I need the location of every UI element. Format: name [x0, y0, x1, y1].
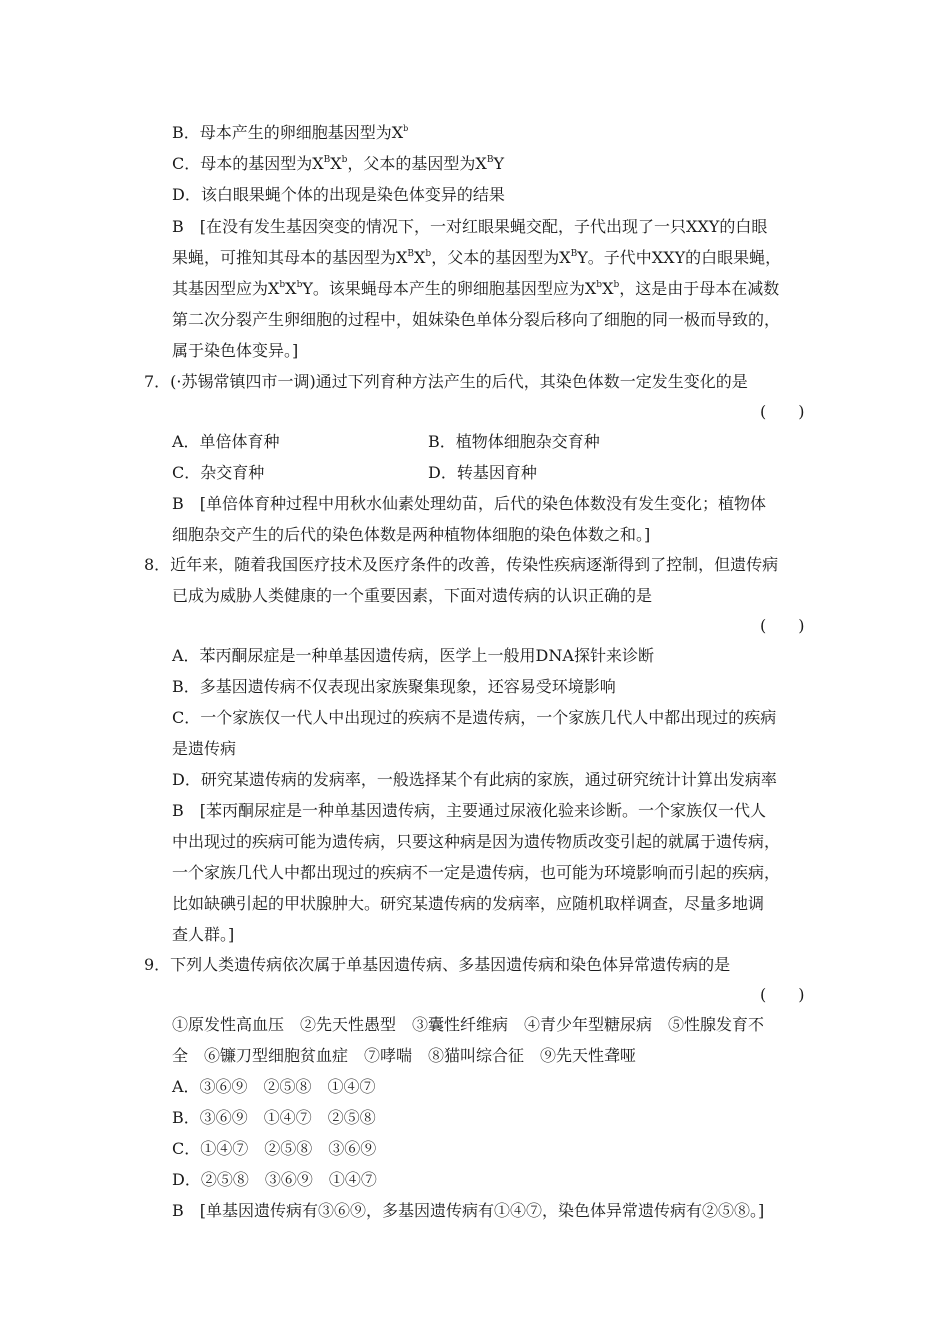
q9-items: 全 ⑥镰刀型细胞贫血症 ⑦哮喘 ⑧猫叫综合征 ⑨先天性聋哑	[172, 1046, 637, 1065]
q6-option-c: C．母本的基因型为$X^BX^b$，父本的基因型为$X^BY$	[172, 154, 505, 173]
q9-option-b: B．③⑥⑨ ①④⑦ ②⑤⑧	[172, 1108, 376, 1127]
q8-answer-line: B [苯丙酮尿症是一种单基因遗传病，主要通过尿液化验来诊断。一个家族仅一代人	[172, 801, 767, 820]
q6-answer-line: 果蝇，可推知其母本的基因型为$X^BX^b$，父本的基因型为$X^BY$。子代中XXY的白眼果蝇，	[172, 248, 782, 267]
q7-answer-line: 细胞杂交产生的后代的染色体数是两种植物体细胞的染色体数之和。]	[172, 525, 651, 544]
q8-answer-line: 中出现过的疾病可能为遗传病，只要这种病是因为遗传物质改变引起的就属于遗传病，	[172, 832, 781, 851]
q8-answer-line: 查人群。]	[172, 925, 235, 944]
q6-answer-line: 第二次分裂产生卵细胞的过程中，姐妹染色单体分裂后移向了细胞的同一极而导致的，	[172, 310, 781, 329]
q8-stem: 已成为威胁人类健康的一个重要因素，下面对遗传病的认识正确的是	[172, 586, 653, 605]
q7-option-c: C．杂交育种	[172, 463, 265, 482]
q8-answer-line: 比如缺碘引起的甲状腺肿大。研究某遗传病的发病率，应随机取样调查，尽量多地调	[172, 894, 765, 913]
q6-answer-line: 属于染色体变异。]	[172, 341, 299, 360]
q9-answer-paren: ( )	[760, 985, 805, 1004]
q6-option-b: B．母本产生的卵细胞基因型为$X^b$	[172, 123, 409, 142]
q9-option-a: A．③⑥⑨ ②⑤⑧ ①④⑦	[172, 1077, 376, 1096]
q8-option-c: C．一个家族仅一代人中出现过的疾病不是遗传病，一个家族几代人中都出现过的疾病	[172, 708, 777, 727]
q7-option-a: A．单倍体育种	[172, 432, 280, 451]
q8-answer-paren: ( )	[760, 616, 805, 635]
q7-answer-paren: ( )	[760, 402, 805, 421]
q8-option-b: B．多基因遗传病不仅表现出家族聚集现象，还容易受环境影响	[172, 677, 616, 696]
q8-answer-line: 一个家族几代人中都出现过的疾病不一定是遗传病，也可能为环境影响而引起的疾病，	[172, 863, 781, 882]
q7-option-d: D．转基因育种	[428, 463, 537, 482]
q6-answer-line: B [在没有发生基因突变的情况下，一对红眼果蝇交配，子代出现了一只XXY的白眼	[172, 217, 768, 236]
q7-answer-line: B [单倍体育种过程中用秋水仙素处理幼苗，后代的染色体数没有发生变化；植物体	[172, 494, 767, 513]
q7-stem: 7．(·苏锡常镇四市一调)通过下列育种方法产生的后代，其染色体数一定发生变化的是	[144, 372, 748, 391]
q9-items: ①原发性高血压 ②先天性愚型 ③囊性纤维病 ④青少年型糖尿病 ⑤性腺发育不	[172, 1015, 765, 1034]
q8-option-c-cont: 是遗传病	[172, 739, 237, 758]
q9-option-d: D．②⑤⑧ ③⑥⑨ ①④⑦	[172, 1170, 377, 1189]
q9-stem: 9．下列人类遗传病依次属于单基因遗传病、多基因遗传病和染色体异常遗传病的是	[144, 955, 731, 974]
q9-answer-line: B [单基因遗传病有③⑥⑨，多基因遗传病有①④⑦，染色体异常遗传病有②⑤⑧。]	[172, 1201, 765, 1220]
q8-stem: 8．近年来，随着我国医疗技术及医疗条件的改善，传染性疾病逐渐得到了控制，但遗传病	[144, 555, 779, 574]
q7-option-b: B．植物体细胞杂交育种	[428, 432, 600, 451]
q6-answer-line: 其基因型应为$X^bX^bY$。该果蝇母本产生的卵细胞基因型应为$X^bX^b$，这是由于母本在减数	[172, 279, 780, 298]
q9-option-c: C．①④⑦ ②⑤⑧ ③⑥⑨	[172, 1139, 377, 1158]
q8-option-a: A．苯丙酮尿症是一种单基因遗传病，医学上一般用DNA探针来诊断	[172, 646, 654, 665]
q8-option-d: D．研究某遗传病的发病率，一般选择某个有此病的家族，通过研究统计计算出发病率	[172, 770, 777, 789]
q6-option-d: D．该白眼果蝇个体的出现是染色体变异的结果	[172, 185, 505, 204]
